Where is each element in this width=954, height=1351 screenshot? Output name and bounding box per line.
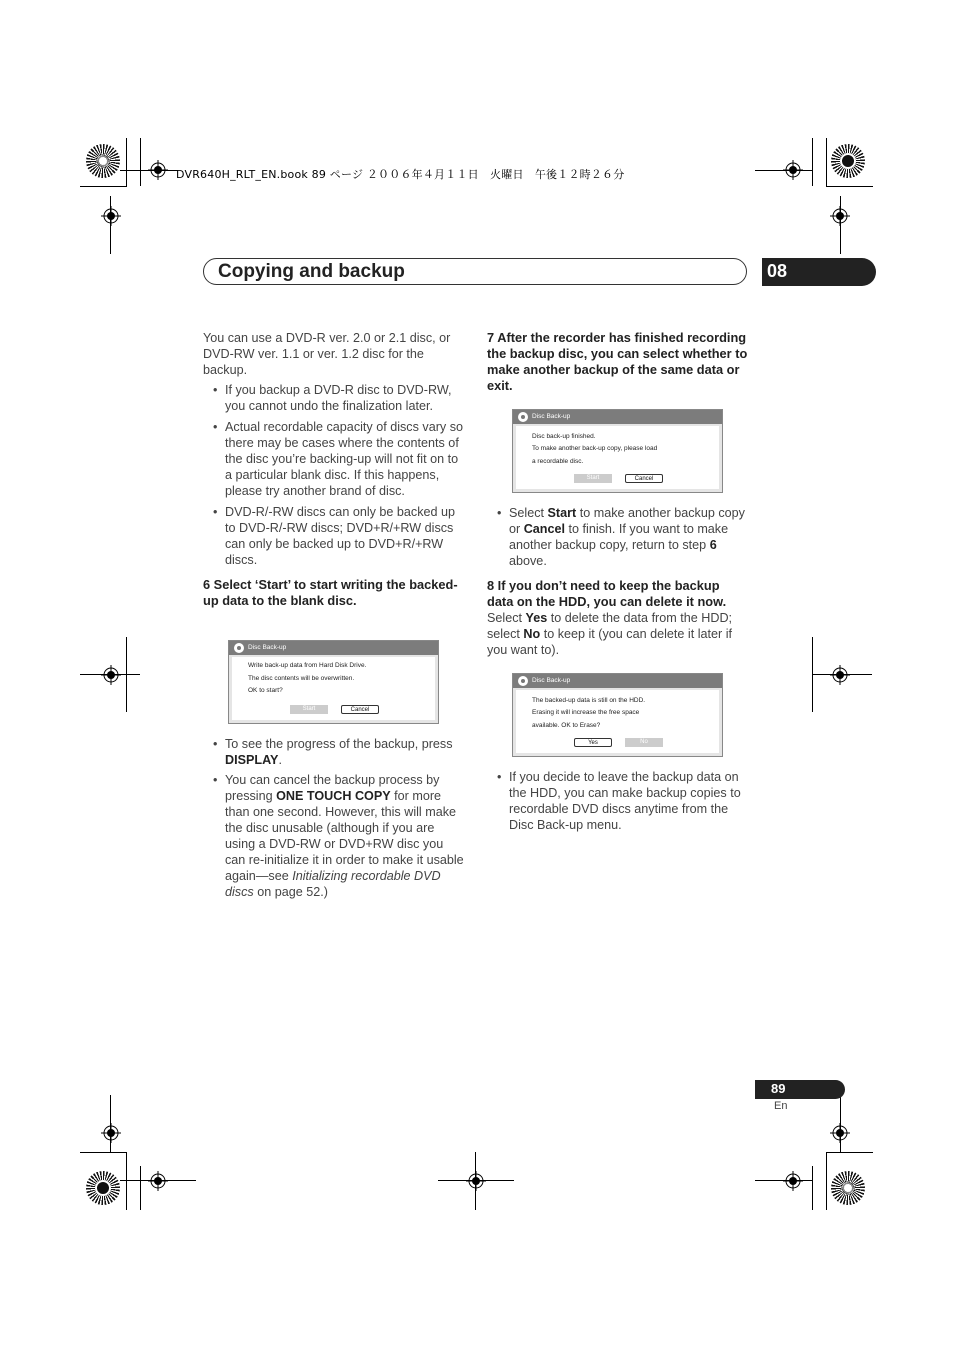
no-button[interactable]: No	[625, 738, 663, 747]
disc-backup-dialog-finished	[512, 409, 723, 493]
disc-icon	[518, 676, 528, 686]
start-button[interactable]: Start	[290, 705, 328, 714]
language-label: En	[774, 1100, 788, 1112]
registration-star-icon	[831, 144, 865, 178]
crosshair-icon	[101, 1123, 121, 1143]
start-button[interactable]: Start	[574, 474, 612, 483]
crosshair-icon	[466, 1171, 486, 1191]
dialog-title: Disc Back-up	[248, 644, 287, 651]
chapter-number: 08	[767, 261, 788, 281]
crosshair-icon	[830, 665, 850, 685]
step-8-heading: 8 If you don’t need to keep the backup data on the HDD, you can delete it now.	[487, 578, 727, 609]
dialog-message-line: The backed-up data is still on the HDD.	[532, 697, 646, 704]
list-item: • Select Start to make another backup copy or Cancel to finish. If you want to make another backup copy, return to step 6 above.	[497, 506, 745, 568]
page-number-tab	[755, 1080, 845, 1099]
dialog-title: Disc Back-up	[532, 413, 571, 420]
disc-backup-dialog-erase	[512, 673, 723, 757]
disc-backup-dialog-start	[228, 640, 439, 724]
intro-paragraph: You can use a DVD-R ver. 2.0 or 2.1 disc, or DVD-RW ver. 1.1 or ver. 1.2 disc for the backup.	[203, 331, 451, 377]
left-column-lower	[203, 736, 465, 900]
dialog-header	[229, 641, 438, 655]
dialog-header	[513, 674, 722, 688]
disc-icon	[234, 643, 244, 653]
dialog-message-line: OK to start?	[248, 687, 283, 694]
dialog-header	[513, 410, 722, 424]
dialog-message-line: Erasing it will increase the free space	[532, 709, 640, 716]
crosshair-icon	[101, 206, 121, 226]
crosshair-icon	[101, 665, 121, 685]
list-item: • If you decide to leave the backup data on the HDD, you can make backup copies to recordable DVD discs anytime from the Disc Back-up menu.	[497, 770, 741, 832]
crosshair-icon	[783, 1171, 803, 1191]
right-column-lower	[487, 769, 749, 833]
right-column-middle	[487, 505, 749, 658]
dialog-message-line: The disc contents will be overwritten.	[248, 675, 355, 682]
section-title-bar	[203, 258, 747, 285]
dialog-title: Disc Back-up	[532, 677, 571, 684]
registration-star-icon	[86, 1171, 120, 1205]
step-6-heading: 6 Select ‘Start’ to start writing the backed-up data to the blank disc.	[203, 577, 458, 608]
disc-icon	[518, 412, 528, 422]
left-column	[203, 330, 465, 609]
dialog-body	[516, 426, 719, 489]
list-item: • Actual recordable capacity of discs vary so there may be cases where the contents of the disc you’re backing-up will not fit on to a particular blank disc. If this happens, please try another brand of disc.	[213, 420, 463, 498]
dialog-body	[232, 657, 435, 720]
dialog-message-line: Write back-up data from Hard Disk Drive.	[248, 662, 367, 669]
dialog-message-line: a recordable disc.	[532, 458, 584, 465]
cancel-button[interactable]: Cancel	[341, 705, 379, 714]
page-number: 89	[771, 1081, 786, 1096]
registration-star-icon	[86, 144, 120, 178]
chapter-tab	[762, 258, 876, 286]
crosshair-icon	[148, 1171, 168, 1191]
yes-button[interactable]: Yes	[574, 738, 612, 747]
dialog-body	[516, 690, 719, 753]
dialog-message-line: available. OK to Erase?	[532, 722, 601, 729]
step-7-heading: 7 After the recorder has finished recording the backup disc, you can select whether to make another backup of the same data or exit.	[487, 330, 748, 393]
registration-star-icon	[831, 1171, 865, 1205]
list-item: • If you backup a DVD-R disc to DVD-RW, you cannot undo the finalization later.	[213, 383, 452, 413]
cancel-button[interactable]: Cancel	[625, 474, 663, 483]
file-header: DVR640H_RLT_EN.book 89 ページ ２００６年４月１１日 火曜日 午後１２時２６分	[176, 168, 625, 181]
section-title: Copying and backup	[218, 261, 405, 282]
step-8-body: Select Yes to delete the data from the HDD; select No to keep it (you can delete it later if you want to).	[487, 611, 733, 657]
list-item: • To see the progress of the backup, press DISPLAY.	[213, 737, 453, 767]
dialog-message-line: To make another back-up copy, please load	[532, 445, 658, 452]
dialog-message-line: Disc back-up finished.	[532, 433, 596, 440]
right-column	[487, 330, 749, 394]
list-item: • You can cancel the backup process by pressing ONE TOUCH COPY for more than one second. However, this will make the disc unusable (although if you are using a DVD-RW or DVD+RW disc you can re-initialize it in order to make it usable again—see Initializing recordable DVD discs on page 52.)	[213, 773, 464, 899]
list-item: • DVD-R/-RW discs can only be backed up to DVD-R/-RW discs; DVD+R/+RW discs can only be backed up to DVD+R/+RW discs.	[213, 505, 456, 567]
